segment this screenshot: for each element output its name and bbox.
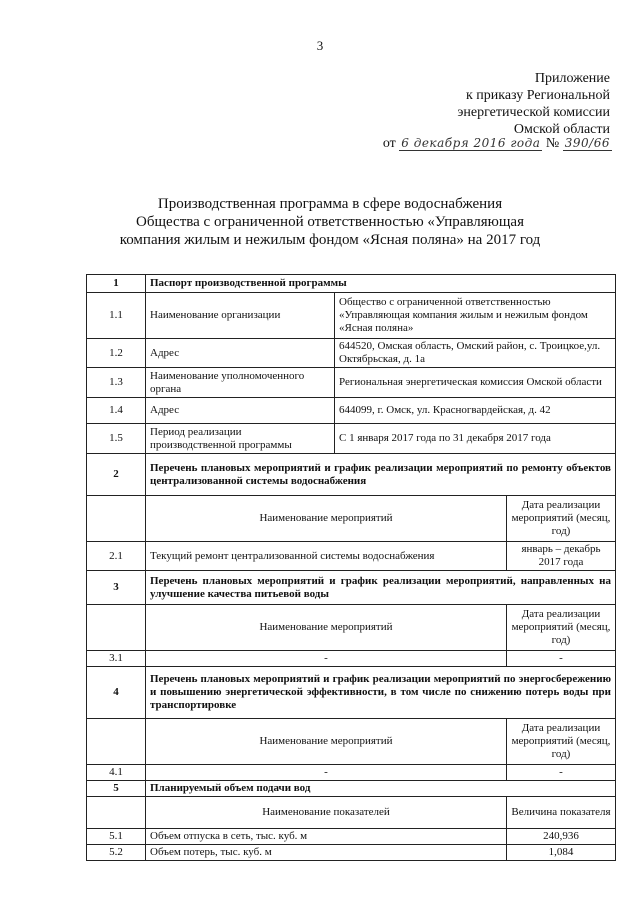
- row-number: 5: [87, 781, 146, 797]
- table-row: [87, 845, 616, 861]
- section-header-row: [87, 454, 616, 496]
- row-label: Текущий ремонт централизованной системы водоснабжения: [146, 542, 507, 571]
- row-number: 4: [87, 667, 146, 719]
- row-number: 1.4: [87, 398, 146, 424]
- row-number: 5.2: [87, 845, 146, 861]
- table-row: [87, 829, 616, 845]
- appendix-line: Омской области: [513, 122, 610, 137]
- row-number: 4.1: [87, 765, 146, 781]
- column-header-value: Величина показателя: [507, 797, 616, 829]
- table-row: [87, 398, 616, 424]
- row-label: Наименование организации: [146, 293, 335, 339]
- empty-cell: [87, 797, 146, 829]
- table-row: [87, 368, 616, 398]
- row-number: 5.1: [87, 829, 146, 845]
- row-number: 2: [87, 454, 146, 496]
- column-header-name: Наименование мероприятий: [146, 496, 507, 542]
- handwritten-number: 390/66: [564, 136, 610, 150]
- column-header-name: Наименование мероприятий: [146, 719, 507, 765]
- row-number: 1.2: [87, 339, 146, 368]
- row-value: -: [507, 765, 616, 781]
- row-label: Наименование уполномоченного органа: [146, 368, 335, 398]
- row-label: Адрес: [146, 398, 335, 424]
- row-label: Период реализации производственной программы: [146, 424, 335, 454]
- row-number: 1.1: [87, 293, 146, 339]
- section-header-row: [87, 571, 616, 605]
- title-line: компания жилым и нежилым фондом «Ясная поляна» на 2017 год: [119, 232, 541, 248]
- row-value: С 1 января 2017 года по 31 декабря 2017 года: [335, 424, 616, 454]
- column-header-name: Наименование мероприятий: [146, 605, 507, 651]
- appendix-line: энергетической комиссии: [457, 105, 610, 120]
- row-number: 1.3: [87, 368, 146, 398]
- column-header-date: Дата реализации мероприятий (месяц, год): [507, 719, 616, 765]
- table-row: [87, 424, 616, 454]
- row-number: 2.1: [87, 542, 146, 571]
- appendix-block: [350, 70, 610, 138]
- empty-cell: [87, 719, 146, 765]
- table-row: [87, 542, 616, 571]
- page-number: 3: [316, 38, 324, 53]
- appendix-line: к приказу Региональной: [465, 88, 610, 103]
- row-value: 644099, г. Омск, ул. Красногвардейская, д. 42: [335, 398, 616, 424]
- column-header-row: [87, 496, 616, 542]
- column-header-date: Дата реализации мероприятий (месяц, год): [507, 605, 616, 651]
- row-number: 3.1: [87, 651, 146, 667]
- row-value: январь – декабрь 2017 года: [507, 542, 616, 571]
- empty-cell: [87, 605, 146, 651]
- program-table: [86, 274, 616, 861]
- empty-cell: [87, 496, 146, 542]
- row-value: Региональная энергетическая комиссия Омской области: [335, 368, 616, 398]
- table-row: [87, 339, 616, 368]
- section-title: Перечень плановых мероприятий и график реализации мероприятий по ремонту объектов централизованной системы водоснабжения: [146, 454, 616, 496]
- order-date-number: [312, 136, 612, 152]
- table-row: [87, 765, 616, 781]
- section-title: Планируемый объем подачи вод: [146, 781, 616, 797]
- row-label: -: [146, 765, 507, 781]
- section-title: Перечень плановых мероприятий и график реализации мероприятий, направленных на улучшение качества питьевой воды: [146, 571, 616, 605]
- number-label: №: [545, 136, 560, 151]
- column-header-date: Дата реализации мероприятий (месяц, год): [507, 496, 616, 542]
- section-title: Перечень плановых мероприятий и график реализации мероприятий по энергосбережению и повышению энергетической эффективности, в том числе по снижению потерь воды при транспортировке: [146, 667, 616, 719]
- column-header-row: [87, 797, 616, 829]
- row-number: 3: [87, 571, 146, 605]
- title-line: Общества с ограниченной ответственностью «Управляющая: [136, 214, 524, 230]
- table-row: [87, 651, 616, 667]
- column-header-row: [87, 719, 616, 765]
- row-label: Адрес: [146, 339, 335, 368]
- document-title: [60, 195, 600, 249]
- title-line: Производственная программа в сфере водоснабжения: [157, 196, 503, 212]
- section-title: Паспорт производственной программы: [146, 275, 616, 293]
- row-value: 240,936: [507, 829, 616, 845]
- column-header-name: Наименование показателей: [146, 797, 507, 829]
- table-row: [87, 293, 616, 339]
- handwritten-date: 6 декабря 2016 года: [401, 136, 541, 150]
- section-header-row: [87, 781, 616, 797]
- row-value: -: [507, 651, 616, 667]
- row-value: 644520, Омская область, Омский район, с. Троицкое,ул. Октябрьская, д. 1а: [335, 339, 616, 368]
- row-value: Общество с ограниченной ответственностью «Управляющая компания жилым и нежилым фондом «Ясная поляна»: [335, 293, 616, 339]
- from-label: от: [382, 136, 396, 151]
- row-label: Объем потерь, тыс. куб. м: [146, 845, 507, 861]
- appendix-line: Приложение: [534, 71, 610, 86]
- section-header-row: [87, 275, 616, 293]
- row-label: Объем отпуска в сеть, тыс. куб. м: [146, 829, 507, 845]
- row-number: 1: [87, 275, 146, 293]
- row-label: -: [146, 651, 507, 667]
- row-value: 1,084: [507, 845, 616, 861]
- section-header-row: [87, 667, 616, 719]
- column-header-row: [87, 605, 616, 651]
- row-number: 1.5: [87, 424, 146, 454]
